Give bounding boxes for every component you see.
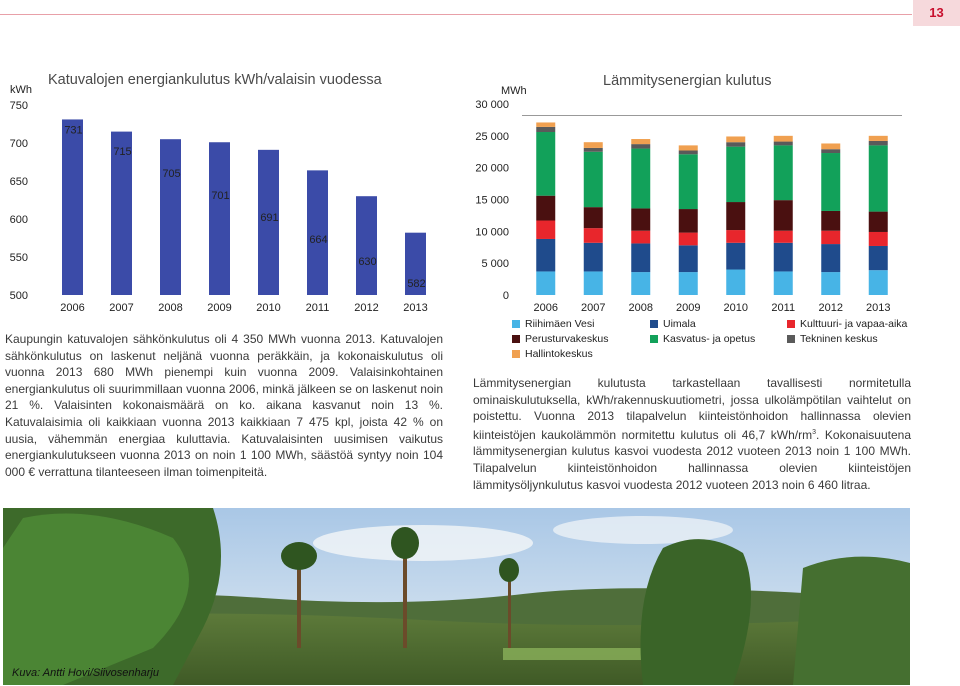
stacked-bar-segment — [679, 272, 698, 295]
stacked-bar-segment — [821, 272, 840, 295]
y-tick-label: 20 000 — [475, 162, 509, 175]
photo-credit: Kuva: Antti Hovi/Siivosenharju — [12, 667, 159, 679]
stacked-bar-segment — [631, 208, 650, 230]
heating-energy-stacked-chart — [470, 60, 930, 320]
stacked-bar-segment — [726, 243, 745, 270]
stacked-bar-segment — [536, 122, 555, 126]
stacked-bar-segment — [679, 245, 698, 272]
chart-title: Katuvalojen energiankulutus kWh/valaisin vuodessa — [48, 72, 382, 88]
y-tick-label: 5 000 — [481, 258, 509, 271]
stacked-bar-segment — [726, 136, 745, 142]
x-tick-label: 2010 — [256, 302, 281, 314]
heating-paragraph — [473, 375, 911, 493]
superscript: 3 — [812, 428, 816, 436]
page-number: 13 — [913, 0, 960, 26]
streetlight-paragraph: Kaupungin katuvalojen sähkönkulutus oli 4 350 MWh vuonna 2013. Katuvalojen sähkönkulutus on laskenut neljänä vuonna peräkkäin, ja kokonaiskulutus oli vuonna 2013 680 MWh pienempi kuin vuonna 2009. Valaisinkohtainen energiankulutus oli suurimmillaan vuonna 2006, minkä jälkeen se on laskenut noin 21 %. Valaisinten kokonaismäärä on ko. aikana kasvanut noin 13 %. Katuvalaisimia oli kaikkiaan vuonna 2013 kaikkiaan 7 475 kpl, joista 42 % on uusia, vähemmän energiaa kuluttavia. Katuvalaisinten uusimisen vaikutus energiankulutukseen vuonna 2013 on noin 1 100 MWh, säästöä syntyy noin 104 000 € verrattuna tilanteeseen ilman toimenpiteitä. — [5, 332, 443, 479]
stacked-bar-segment — [679, 145, 698, 150]
stacked-bar-segment — [679, 209, 698, 233]
stacked-bar-segment — [774, 243, 793, 272]
x-tick-label: 2013 — [866, 302, 891, 314]
stacked-bar-segment — [584, 271, 603, 295]
stacked-bar-segment — [821, 244, 840, 272]
x-tick-label: 2007 — [109, 302, 134, 314]
y-tick-label: 700 — [9, 138, 28, 150]
stacked-bar-segment — [821, 143, 840, 149]
legend-label: Uimala — [663, 318, 696, 330]
x-tick-label: 2012 — [818, 302, 843, 314]
bar-value-label: 715 — [113, 146, 132, 158]
x-tick-label: 2011 — [305, 302, 330, 314]
stacked-bar-segment — [584, 148, 603, 152]
x-tick-label: 2012 — [354, 302, 379, 314]
legend-swatch — [650, 335, 658, 343]
legend-item — [512, 347, 593, 361]
stacked-bar-segment — [774, 145, 793, 200]
y-tick-label: 750 — [9, 100, 28, 112]
stacked-bar-segment — [821, 149, 840, 153]
bar-value-label: 664 — [309, 234, 328, 246]
stacked-bar-segment — [726, 202, 745, 230]
legend-label: Tekninen keskus — [800, 333, 878, 345]
legend-label: Kulttuuri- ja vapaa-aika — [800, 318, 908, 330]
stacked-bar-segment — [584, 142, 603, 148]
x-tick-label: 2008 — [158, 302, 183, 314]
stacked-bar-segment — [726, 270, 745, 295]
y-tick-label: 0 — [502, 290, 509, 302]
stacked-bar-segment — [821, 231, 840, 244]
stacked-bar-segment — [536, 221, 555, 239]
landscape-photo — [3, 508, 910, 685]
legend-swatch — [512, 320, 520, 328]
stacked-bar-segment — [584, 207, 603, 228]
x-tick-label: 2011 — [771, 302, 796, 314]
legend-label: Riihimäen Vesi — [525, 318, 595, 330]
y-tick-label: 600 — [9, 214, 28, 226]
x-tick-label: 2007 — [581, 302, 606, 314]
stacked-bar-segment — [679, 150, 698, 154]
stacked-bar-segment — [774, 136, 793, 142]
header-rule — [0, 14, 912, 15]
stacked-bar-segment — [774, 231, 793, 243]
bar-value-label: 701 — [211, 190, 230, 202]
x-tick-label: 2006 — [533, 302, 558, 314]
stacked-bar-segment — [584, 243, 603, 272]
stacked-bar-segment — [631, 243, 650, 272]
stacked-bar-segment — [631, 139, 650, 144]
y-tick-label: 30 000 — [475, 99, 509, 111]
stacked-bar-segment — [821, 211, 840, 231]
stacked-bar-segment — [774, 200, 793, 231]
stacked-bar-segment — [536, 127, 555, 132]
stacked-bar-segment — [869, 232, 888, 246]
legend-item — [787, 332, 878, 346]
stacked-bar-segment — [584, 152, 603, 207]
y-tick-label: 10 000 — [475, 226, 509, 239]
paragraph-text: Lämmitysenergian kulutusta tarkastellaan tavallisesti normitetulla ominaiskulutuksella, kWh/rakennuskuutiometri, jossa ulkolämpötilan vaihtelut on poistettu. Vuonna 2013 tilapalvelun kiinteistönhoidon hallinnassa olevien kiinteistöjen kaukolämmön normitettu kulutus oli 46,7 kWh/rm — [473, 376, 911, 442]
y-axis-label: MWh — [501, 85, 527, 97]
stacked-bar-segment — [631, 231, 650, 244]
bar — [209, 142, 230, 295]
legend-swatch — [512, 350, 520, 358]
legend-label: Perusturvakeskus — [525, 333, 609, 345]
bar-value-label: 705 — [162, 168, 181, 180]
x-tick-label: 2010 — [723, 302, 748, 314]
x-tick-label: 2009 — [676, 302, 701, 314]
legend-label: Kasvatus- ja opetus — [663, 333, 756, 345]
stacked-bar-segment — [631, 144, 650, 148]
x-tick-label: 2006 — [60, 302, 85, 314]
legend-label: Hallintokeskus — [525, 348, 593, 360]
stacked-bar-segment — [679, 154, 698, 209]
stacked-bar-segment — [869, 270, 888, 295]
stacked-bar-segment — [584, 228, 603, 243]
legend-swatch — [650, 320, 658, 328]
stacked-bar-segment — [679, 233, 698, 246]
y-tick-label: 500 — [9, 290, 28, 302]
stacked-bar-segment — [726, 147, 745, 202]
legend-item — [650, 317, 696, 331]
stacked-bar-segment — [774, 271, 793, 295]
stacked-bar-segment — [869, 136, 888, 141]
paragraph-text: . Kokonaisuutena lämmitysenergian kulutus kasvoi vuodesta 2012 vuoteen 2013 noin 1 100 MWh. Tilapalvelun kiinteistönhoidon hallinnassa olevien kiinteistöjen lämmitysöljynkulutus kasvoi vuodesta 2012 vuoteen 2013 noin 6 460 litraa. — [473, 427, 911, 492]
chart-title: Lämmitysenergian kulutus — [603, 73, 772, 89]
stacked-bar-segment — [869, 141, 888, 145]
stacked-bar-segment — [869, 246, 888, 270]
stacked-bar-segment — [774, 142, 793, 146]
stacked-bar-segment — [869, 212, 888, 232]
x-tick-label: 2008 — [628, 302, 653, 314]
bar — [356, 196, 377, 295]
legend-item — [787, 317, 907, 331]
stacked-bar-segment — [631, 149, 650, 209]
stacked-bar-segment — [536, 132, 555, 196]
bar-value-label: 630 — [358, 256, 377, 268]
bar-value-label: 731 — [64, 124, 83, 137]
y-tick-label: 25 000 — [475, 130, 509, 143]
stacked-bar-segment — [726, 142, 745, 146]
y-tick-label: 650 — [9, 176, 28, 188]
legend-item — [650, 332, 755, 346]
stacked-bar-segment — [536, 239, 555, 271]
bar — [62, 119, 83, 295]
bar — [307, 170, 328, 295]
legend-item — [512, 332, 608, 346]
stacked-bar-segment — [536, 196, 555, 221]
stacked-bar-segment — [869, 145, 888, 211]
stacked-bar-segment — [536, 271, 555, 295]
y-axis-label: kWh — [10, 84, 32, 96]
bar-value-label: 582 — [407, 278, 426, 290]
stacked-bar-segment — [821, 153, 840, 211]
legend-swatch — [787, 335, 795, 343]
bar — [160, 139, 181, 295]
bar-value-label: 691 — [260, 212, 279, 224]
forest-landscape-image — [3, 508, 910, 685]
x-tick-label: 2013 — [403, 302, 428, 314]
stacked-bar-segment — [726, 230, 745, 243]
stacked-bar-segment — [631, 272, 650, 295]
legend-swatch — [512, 335, 520, 343]
y-tick-label: 550 — [9, 252, 28, 264]
legend-swatch — [787, 320, 795, 328]
legend-item — [512, 317, 594, 331]
y-tick-label: 15 000 — [475, 194, 509, 207]
x-tick-label: 2009 — [207, 302, 232, 314]
